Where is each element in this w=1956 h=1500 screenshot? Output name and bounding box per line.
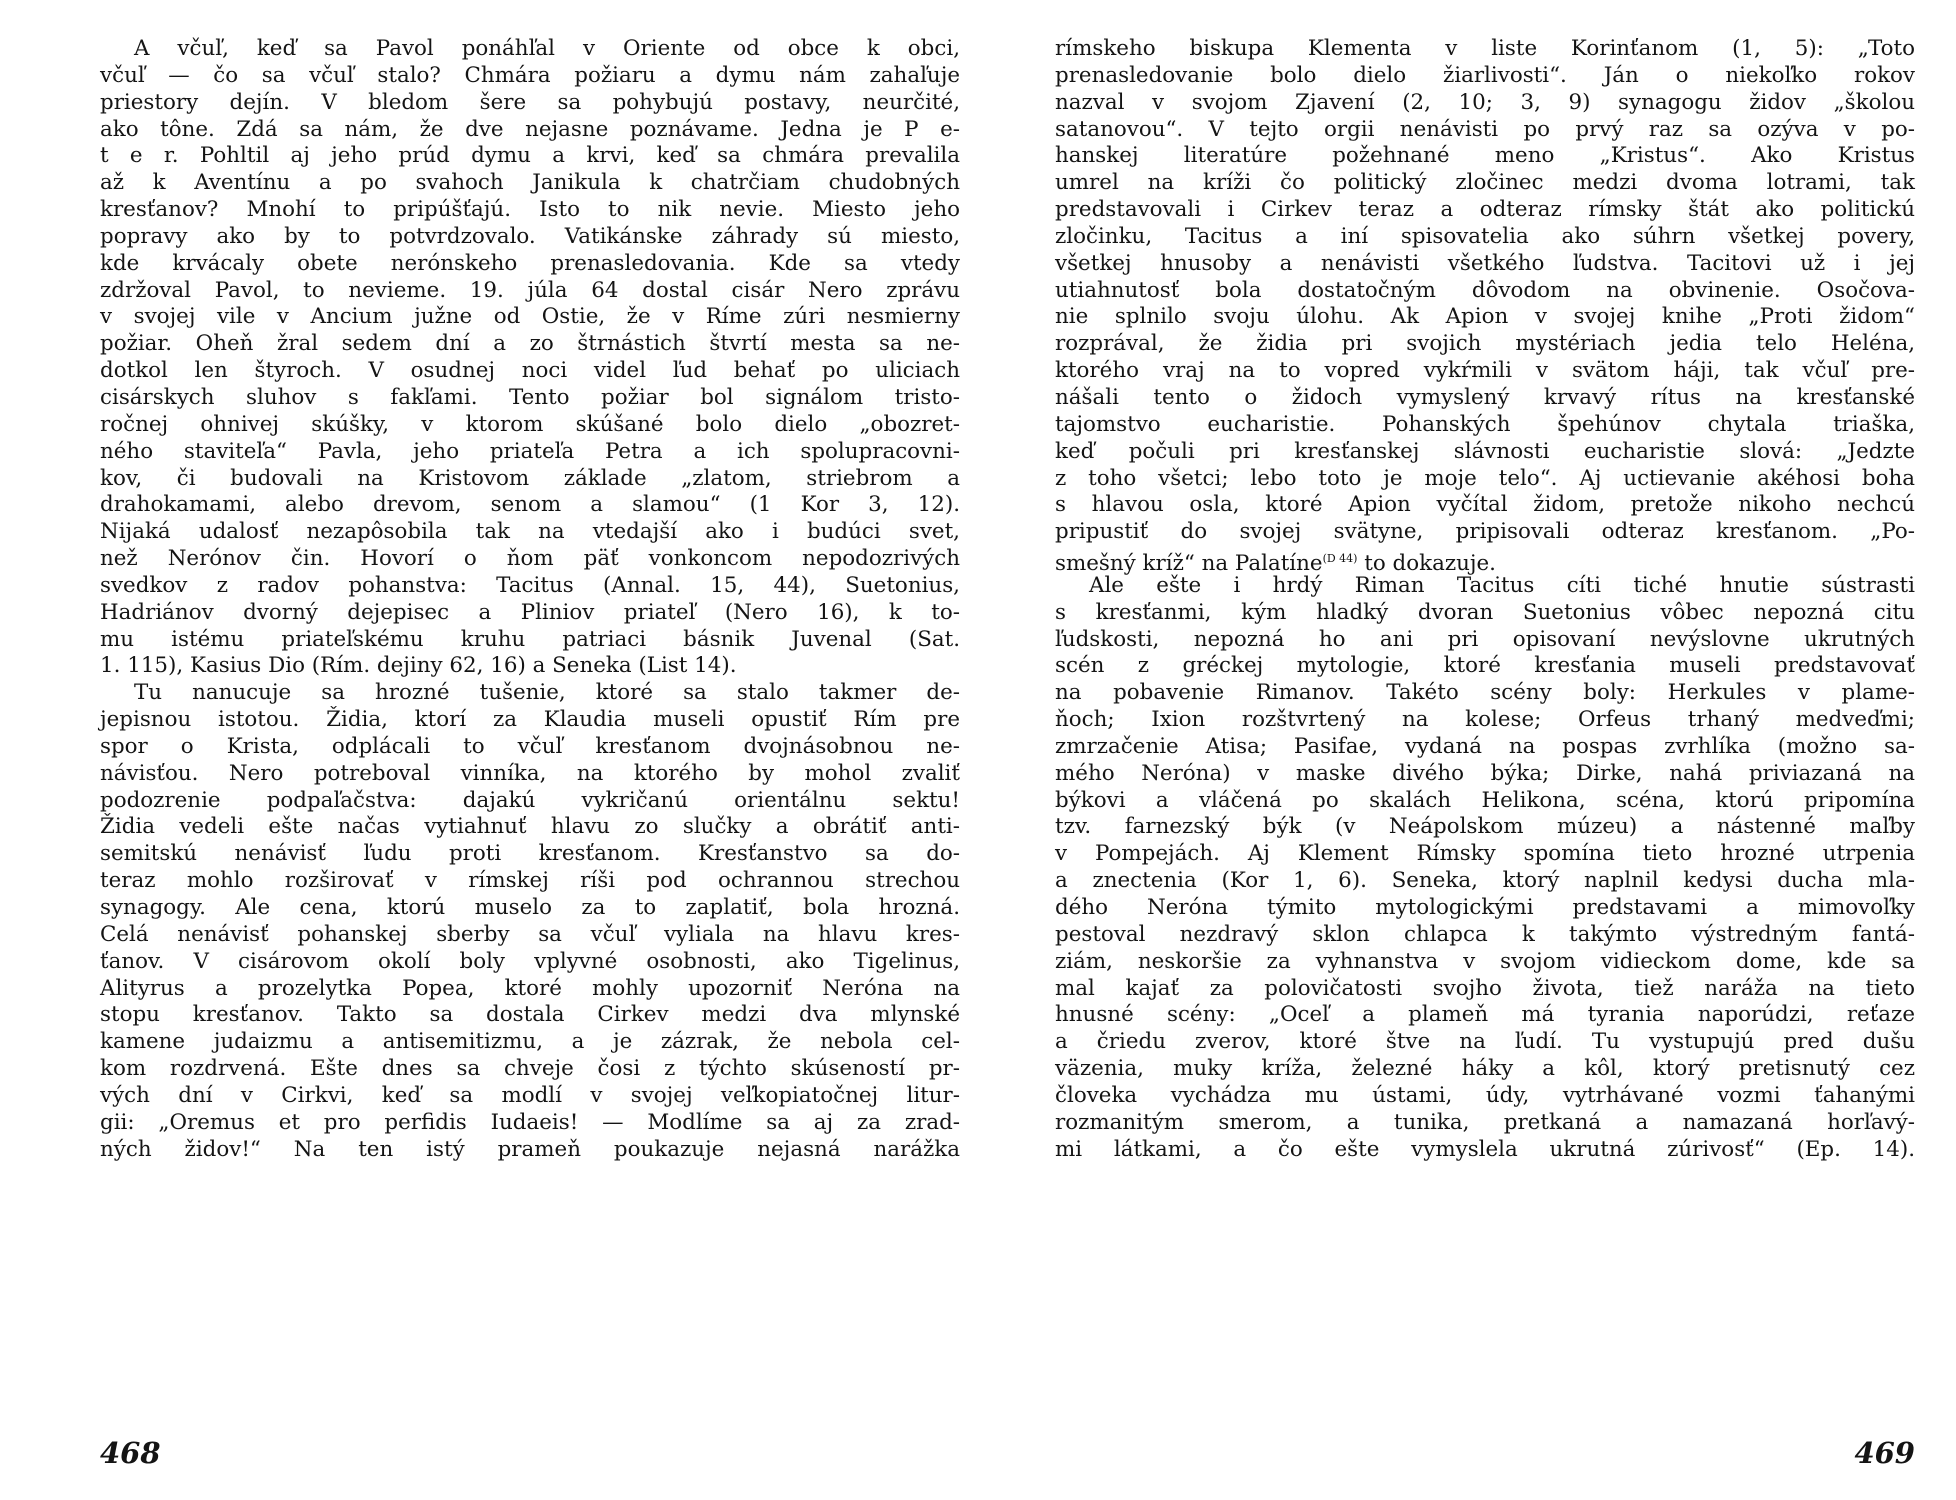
text-line: 1. 115), Kasius Dio (Rím. dejiny 62, 16) a Seneka (List 14). bbox=[100, 653, 737, 679]
text-line: Židia vedeli ešte načas vytiahnuť hlavu zo slučky a obrátiť anti- bbox=[100, 814, 960, 840]
text-line: a čriedu zverov, ktoré štve na ľudí. Tu vystupujú pred dušu bbox=[1055, 1029, 1915, 1055]
text-line: prenasledovanie bolo dielo žiarlivosti“. Ján o niekoľko rokov bbox=[1055, 62, 1915, 88]
text-line: nie splnilo svoju úlohu. Ak Apion v svojej knihe „Proti židom“ bbox=[1055, 304, 1915, 330]
text-line: s kresťanmi, kým hladký dvoran Suetonius vôbec nepozná citu bbox=[1055, 599, 1915, 625]
text-line: rozmanitým smerom, a tunika, pretkaná a namazaná horľavý- bbox=[1055, 1109, 1915, 1135]
text-line: ročnej ohnivej skúšky, v ktorom skúšané bolo dielo „obozret- bbox=[100, 411, 960, 437]
text-line: predstavovali i Cirkev teraz a odteraz rímsky štát ako politickú bbox=[1055, 197, 1915, 223]
text-line: Alityrus a prozelytka Popea, ktoré mohly upozorniť Nerónа na bbox=[100, 975, 960, 1001]
text-line: t e r. Pohltil aj jeho prúd dymu a krvi, keď sa chmára prevalila bbox=[100, 143, 960, 169]
text-line: Celá nenávisť pohanskej sberby sa včuľ vyliala na hlavu kres- bbox=[100, 921, 960, 947]
text-line: cisárskych sluhov s fakľami. Tento požiar bol signálom tristo- bbox=[100, 384, 960, 410]
text-line: návisťou. Nero potreboval vinníka, na ktorého by mohol zvaliť bbox=[100, 760, 960, 786]
text-line: hnusné scény: „Oceľ a plameň má tyrania naporúdzi, reťaze bbox=[1055, 1002, 1915, 1028]
text-line: Hadriánov dvorný dejepisec a Pliniov priateľ (Nero 16), k to- bbox=[100, 599, 960, 625]
text-line: Nijaká udalosť nezapôsobila tak na vtedajší ako i budúci svet, bbox=[100, 519, 960, 545]
text-line: zločinku, Tacitus a iní spisovatelia ako súhrn všetkej povery, bbox=[1055, 223, 1915, 249]
text-line: v svojej vile v Ancium južne od Ostie, že v Ríme zúri nesmierny bbox=[100, 304, 960, 330]
text-line: umrel na kríži čo politický zločinec medzi dvoma lotrami, tak bbox=[1055, 170, 1915, 196]
text-line: Ale ešte i hrdý Riman Tacitus cíti tiché hnutie sústrasti bbox=[1089, 572, 1915, 598]
text-line: kresťanov? Mnohí to pripúšťajú. Isto to nik nevie. Miesto jeho bbox=[100, 197, 960, 223]
text-line: jepisnou istotou. Židia, ktorí za Klaudia museli opustiť Rím pre bbox=[100, 707, 960, 733]
right-page-number: 469 bbox=[1854, 1436, 1915, 1470]
text-line: ných židov!“ Na ten istý prameň poukazuje nejasná narážka bbox=[100, 1136, 960, 1162]
text-line: stopu kresťanov. Takto sa dostala Cirkev medzi dva mlynské bbox=[100, 1002, 960, 1028]
text-line: utiahnutosť bola dostatočným dôvodom na obvinenie. Osočova- bbox=[1055, 277, 1915, 303]
text-line: smešný kríž“ na Palatíne$^{(D 44)}$ to dokazuje. bbox=[1055, 551, 1496, 577]
text-line: a znectenia (Kor 1, 6). Seneka, ktorý naplnil kedysi ducha mla- bbox=[1055, 868, 1915, 894]
text-line: kov, či budovali na Kristovom základe „zlatom, striebrom a bbox=[100, 465, 960, 491]
text-line: až k Aventínu a po svahoch Janikula k chatrčiam chudobných bbox=[100, 170, 960, 196]
left-page-text bbox=[100, 36, 960, 1163]
text-line: kom rozdrvená. Ešte dnes sa chveje čosi z týchto skúseností pr- bbox=[100, 1056, 960, 1082]
text-line: ľudskosti, nepozná ho ani pri opisovaní nevýslovne ukrutných bbox=[1055, 626, 1915, 652]
text-line: ného staviteľa“ Pavla, jeho priateľa Petra a ich spolupracovni- bbox=[100, 438, 960, 464]
text-line: vých dní v Cirkvi, keď sa modlí v svojej veľkopiatočnej litur- bbox=[100, 1082, 960, 1108]
text-line: Tu nanucuje sa hrozné tušenie, ktoré sa stalo takmer de- bbox=[134, 680, 960, 706]
text-line: spor o Krista, odplácali to včuľ kresťanom dvojnásobnou ne- bbox=[100, 733, 960, 759]
text-line: dého Nerónа týmito mytologickými predstavami a mimovoľky bbox=[1055, 895, 1915, 920]
text-line: kde krvácaly obete nerónskeho prenasledovania. Kde sa vtedy bbox=[100, 250, 960, 276]
text-line: mi látkami, a čo ešte vymyslela ukrutná zúrivosť“ (Ep. 14). bbox=[1055, 1136, 1915, 1162]
text-line: dotkol len štyroch. V osudnej noci videl ľud behať po uliciach bbox=[100, 358, 960, 384]
text-line: satanovou“. V tejto orgii nenávisti po prvý raz sa ozýva v po- bbox=[1055, 116, 1915, 142]
text-line: ktorého vraj na to vopred vykŕmili v svätom háji, tak včuľ pre- bbox=[1055, 358, 1915, 384]
text-line: mal kajať za polovičatosti svojho života, tiež naráža na tieto bbox=[1055, 975, 1915, 1001]
text-line: kamene judaizmu a antisemitizmu, a je zázrak, že nebola cel- bbox=[100, 1029, 960, 1055]
text-line: zdržoval Pavol, to nevieme. 19. júla 64 dostal cisár Nero zprávu bbox=[100, 277, 960, 303]
right-page-text bbox=[1055, 36, 1915, 1163]
text-line: všetkej hnusoby a nenávisti všetkého ľudstva. Tacitovi už i jej bbox=[1055, 250, 1915, 276]
text-line: teraz mohlo rozširovať v rímskej ríši pod ochrannou strechou bbox=[100, 868, 960, 894]
left-page bbox=[100, 0, 960, 1500]
text-line: ňoch; Ixion rozštvrtený na kolese; Orfeus trhaný medveďmi; bbox=[1055, 707, 1915, 733]
text-line: v Pompejách. Aj Klement Rímsky spomína tieto hrozné utrpenia bbox=[1055, 841, 1915, 867]
text-line: popravy ako by to potvrdzovalo. Vatikánske záhrady sú miesto, bbox=[100, 223, 960, 249]
text-line: býkovi a vláčená po skalách Helikona, scéna, ktorú pripomína bbox=[1055, 787, 1915, 813]
text-line: A včuľ, keď sa Pavol ponáhľal v Oriente od obce k obci, bbox=[134, 36, 960, 61]
text-line: svedkov z radov pohanstva: Tacitus (Annal. 15, 44), Suetonius, bbox=[100, 572, 960, 598]
text-line: z toho všetci; lebo toto je moje telo“. Aj uctievanie akéhosi boha bbox=[1055, 465, 1915, 491]
text-line: ziám, neskoršie za vyhnanstva v svojom vidieckom dome, kde sa bbox=[1055, 948, 1915, 974]
text-line: pestoval nezdravý sklon chlapca k takýmto výstredným fantá- bbox=[1055, 921, 1915, 947]
text-line: rímskeho biskupa Klementa v liste Korinťanom (1, 5): „Toto bbox=[1055, 36, 1915, 61]
text-line: hanskej literatúre požehnané meno „Kristus“. Ako Kristus bbox=[1055, 143, 1915, 169]
text-line: nazval v svojom Zjavení (2, 10; 3, 9) synagogu židov „školou bbox=[1055, 89, 1915, 115]
text-line: keď počuli pri kresťanskej slávnosti eucharistie slová: „Jedzte bbox=[1055, 438, 1915, 464]
left-page-number: 468 bbox=[100, 1436, 161, 1470]
text-line: než Nerónov čin. Hovorí o ňom päť vonkoncom nepodozrivých bbox=[100, 546, 960, 572]
text-line: zmrzačenie Atisa; Pasifae, vydaná na pospas zvrhlíka (možno sa- bbox=[1055, 733, 1915, 759]
text-line: včuľ — čo sa včuľ stalo? Chmára požiaru a dymu nám zahaľuje bbox=[100, 62, 960, 88]
text-line: nášali tento o židoch vymyslený krvavý rítus na kresťanské bbox=[1055, 384, 1915, 410]
text-line: požiar. Oheň žral sedem dní a zo štrnástich štvrtí mesta sa ne- bbox=[100, 331, 960, 357]
text-line: semitskú nenávisť ľudu proti kresťanom. Kresťanstvo sa do- bbox=[100, 841, 960, 867]
footnote-reference: (D 44) bbox=[1322, 552, 1358, 566]
text-line: s hlavou osla, ktoré Apion vyčítal židom, pretože nikoho nechcú bbox=[1055, 492, 1915, 518]
text-line: gii: „Oremus et pro perfidis Iudaeis! — Modlíme sa aj za zrad- bbox=[100, 1109, 960, 1135]
text-line: tajomstvo eucharistie. Pohanských špehúnov chytala triaška, bbox=[1055, 411, 1915, 437]
text-line: pripustiť do svojej svätyne, pripisovali odteraz kresťanom. „Po- bbox=[1055, 519, 1915, 545]
text-line: tzv. farnezský býk (v Neápolskom múzeu) a nástenné maľby bbox=[1055, 814, 1915, 840]
text-line: ťanov. V cisárovom okolí boly vplyvné osobnosti, ako Tigelinus, bbox=[100, 948, 960, 974]
text-line: na pobavenie Rimanov. Takéto scény boly: Herkules v plame- bbox=[1055, 680, 1915, 706]
text-line: mého Nerónа) v maske divého býka; Dirke, nahá priviazaná na bbox=[1055, 760, 1915, 786]
text-line: priestory dejín. V bledom šere sa pohybujú postavy, neurčité, bbox=[100, 89, 960, 115]
text-line: synagogy. Ale cena, ktorú muselo za to zaplatiť, bola hrozná. bbox=[100, 895, 960, 920]
text-line: rozprával, že židia pri svojich mystériach jedia telo Heléna, bbox=[1055, 331, 1915, 357]
text-line: mu istému priateľskému kruhu patriaci básnik Juvenal (Sat. bbox=[100, 626, 960, 652]
right-page bbox=[1055, 0, 1915, 1500]
text-line: človeka vychádza mu ústami, údy, vytrhávané vozmi ťahanými bbox=[1055, 1082, 1915, 1108]
text-line: ako tône. Zdá sa nám, že dve nejasne poznávame. Jedna je P e- bbox=[100, 116, 960, 142]
text-line: drahokamami, alebo drevom, senom a slamou“ (1 Kor 3, 12). bbox=[100, 492, 960, 518]
text-line: podozrenie podpaľačstva: dajakú vykričanú orientálnu sektu! bbox=[100, 787, 960, 813]
text-line: väzenia, muky kríža, železné háky a kôl, ktorý pretisnutý cez bbox=[1055, 1056, 1915, 1082]
text-line: scén z gréckej mytologie, ktoré kresťania museli predstavovať bbox=[1055, 653, 1915, 679]
